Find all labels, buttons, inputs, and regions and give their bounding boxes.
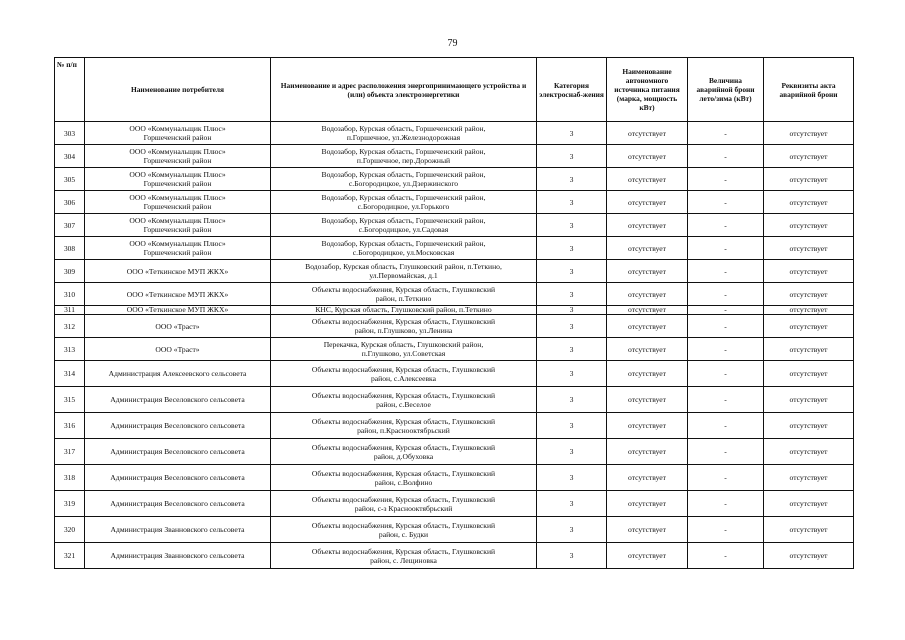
object-address-line: Объекты водоснабжения, Курская область, Глушковский — [311, 416, 496, 426]
consumer-name-line: ООО «Траст» — [155, 344, 200, 354]
table-row — [55, 237, 854, 260]
autonomous-source: отсутствует — [607, 260, 688, 283]
object-address-line: с.Богородицкое, ул.Дзержинского — [348, 179, 459, 188]
object-address-line: п.Горшечное, ул.Железнодорожная — [346, 133, 461, 142]
reserve-act: отсутствует — [764, 439, 854, 465]
supply-category: 3 — [537, 315, 607, 338]
object-address-line: район, с. Будки — [378, 529, 429, 539]
row-number: 307 — [55, 214, 85, 237]
object-address-line: район, д.Обуховка — [373, 451, 434, 461]
supply-category: 3 — [537, 517, 607, 543]
reserve-act: отсутствует — [764, 517, 854, 543]
object-address-line: Объекты водоснабжения, Курская область, Глушковский — [311, 364, 496, 374]
object-address-line: район, п.Глушково, ул.Ленина — [354, 326, 453, 335]
object-address-line: Объекты водоснабжения, Курская область, Глушковский — [311, 520, 496, 530]
object-address-line: район, с. Лещиновка — [370, 555, 437, 565]
reserve-act: отсутствует — [764, 283, 854, 306]
object-address-line: район, с.Волфино — [374, 477, 433, 487]
supply-category: 3 — [537, 191, 607, 214]
object-address — [271, 361, 537, 387]
supply-category: 3 — [537, 237, 607, 260]
reserve-act: отсутствует — [764, 491, 854, 517]
supply-category: 3 — [537, 122, 607, 145]
object-address — [271, 315, 537, 338]
reserve-act: отсутствует — [764, 315, 854, 338]
row-number: 315 — [55, 387, 85, 413]
row-number: 304 — [55, 145, 85, 168]
object-address-line: Объекты водоснабжения, Курская область, Глушковский — [311, 442, 496, 452]
supply-category: 3 — [537, 465, 607, 491]
consumer-name-line: ООО «Коммунальщик Плюс» — [129, 170, 226, 179]
row-number: 308 — [55, 237, 85, 260]
consumer-name-line: Горшеченский район — [143, 225, 212, 234]
table-row — [55, 465, 854, 491]
consumer-name — [85, 283, 271, 306]
table-row — [55, 122, 854, 145]
consumer-name — [85, 214, 271, 237]
consumer-name-line: Горшеченский район — [143, 156, 212, 165]
reserve-act: отсутствует — [764, 543, 854, 569]
object-address-line: ул.Первомайская, д.1 — [369, 271, 438, 280]
row-number: 320 — [55, 517, 85, 543]
consumer-name-line: Горшеченский район — [143, 133, 212, 142]
consumer-name-line: ООО «Теткинское МУП ЖКХ» — [126, 305, 229, 314]
object-address-line: Перекачка, Курская область, Глушковский район, — [323, 340, 484, 349]
table-row — [55, 361, 854, 387]
supply-category: 3 — [537, 168, 607, 191]
object-address — [271, 338, 537, 361]
header-act: Реквизиты акта аварийной брони — [764, 58, 854, 122]
object-address-line: Водозабор, Курская область, Глушковский район, п.Теткино, — [305, 262, 502, 271]
table-row — [55, 413, 854, 439]
consumer-name-line: ООО «Теткинское МУП ЖКХ» — [126, 266, 229, 276]
emergency-reserve: - — [688, 237, 764, 260]
emergency-reserve: - — [688, 315, 764, 338]
supply-category: 3 — [537, 413, 607, 439]
page-number: 79 — [447, 38, 458, 49]
consumer-name-line: ООО «Коммунальщик Плюс» — [129, 216, 226, 225]
emergency-reserve: - — [688, 338, 764, 361]
consumer-name — [85, 145, 271, 168]
autonomous-source: отсутствует — [607, 168, 688, 191]
row-number: 321 — [55, 543, 85, 569]
supply-category: 3 — [537, 214, 607, 237]
table-row — [55, 517, 854, 543]
object-address-line: Водозабор, Курская область, Горшеченский район, — [321, 147, 486, 156]
autonomous-source: отсутствует — [607, 283, 688, 306]
autonomous-source: отсутствует — [607, 543, 688, 569]
autonomous-source: отсутствует — [607, 517, 688, 543]
object-address-line: район, с.Алексеевка — [370, 373, 437, 383]
emergency-reserve: - — [688, 306, 764, 315]
emergency-reserve: - — [688, 543, 764, 569]
object-address-line: п.Глушково, ул.Советская — [361, 349, 446, 358]
object-address — [271, 237, 537, 260]
table-row — [55, 543, 854, 569]
table-header-row — [55, 58, 854, 122]
consumer-name-line: Администрация Веселовского сельсовета — [110, 421, 245, 430]
autonomous-source: отсутствует — [607, 306, 688, 315]
autonomous-source: отсутствует — [607, 361, 688, 387]
object-address — [271, 283, 537, 306]
header-reserve: Величина аварийной брони лето/зима (кВт) — [688, 58, 764, 122]
object-address-line: Водозабор, Курская область, Горшеченский район, — [321, 239, 486, 248]
supply-category: 3 — [537, 361, 607, 387]
object-address-line: Водозабор, Курская область, Горшеченский район, — [321, 193, 486, 202]
object-address-line: Объекты водоснабжения, Курская область, Глушковский — [311, 390, 496, 400]
reserve-act: отсутствует — [764, 338, 854, 361]
reserve-act: отсутствует — [764, 145, 854, 168]
table-row — [55, 387, 854, 413]
table-row — [55, 315, 854, 338]
object-address — [271, 465, 537, 491]
object-address-line: Водозабор, Курская область, Горшеченский район, — [321, 216, 486, 225]
supply-category: 3 — [537, 491, 607, 517]
object-address-line: КНС, Курская область, Глушковский район, п.Теткино — [315, 305, 492, 314]
consumer-name-line: Горшеченский район — [143, 202, 212, 211]
emergency-reserve: - — [688, 491, 764, 517]
table-row — [55, 260, 854, 283]
row-number: 303 — [55, 122, 85, 145]
consumer-name-line: ООО «Коммунальщик Плюс» — [129, 124, 226, 133]
consumer-name — [85, 168, 271, 191]
consumer-name-line: Администрация Званновского сельсовета — [110, 551, 245, 560]
object-address-line: район, п.Краснооктябрьский — [357, 425, 450, 435]
emergency-reserve: - — [688, 260, 764, 283]
object-address-line: Водозабор, Курская область, Горшеченский район, — [321, 170, 486, 179]
header-source: Наименование автономного источника питания (марка, мощность кВт) — [607, 58, 688, 122]
object-address-line: район, п.Теткино — [375, 294, 432, 303]
consumer-name — [85, 491, 271, 517]
row-number: 306 — [55, 191, 85, 214]
object-address — [271, 491, 537, 517]
object-address — [271, 387, 537, 413]
object-address-line: п.Горшечное, пер.Дорожный — [356, 156, 451, 165]
reserve-act: отсутствует — [764, 122, 854, 145]
consumer-name — [85, 387, 271, 413]
autonomous-source: отсутствует — [607, 439, 688, 465]
table-body — [55, 122, 854, 569]
reserve-act: отсутствует — [764, 191, 854, 214]
emergency-reserve: - — [688, 283, 764, 306]
reserve-act: отсутствует — [764, 413, 854, 439]
header-consumer: Наименование потребителя — [85, 58, 271, 122]
consumer-name-line: Горшеченский район — [143, 248, 212, 257]
consumer-name — [85, 465, 271, 491]
table-row — [55, 283, 854, 306]
row-number: 311 — [55, 306, 85, 315]
autonomous-source: отсутствует — [607, 191, 688, 214]
table-row — [55, 439, 854, 465]
consumer-name-line: ООО «Коммунальщик Плюс» — [129, 239, 226, 248]
emergency-reserve: - — [688, 413, 764, 439]
consumer-name — [85, 306, 271, 315]
object-address-line: Объекты водоснабжения, Курская область, Глушковский — [311, 285, 496, 294]
reserve-act: отсутствует — [764, 361, 854, 387]
table-row — [55, 338, 854, 361]
object-address-line: Объекты водоснабжения, Курская область, Глушковский — [311, 494, 496, 504]
consumer-name — [85, 361, 271, 387]
object-address-line: Водозабор, Курская область, Горшеченский район, — [321, 124, 486, 133]
consumer-name — [85, 413, 271, 439]
consumer-name-line: Горшеченский район — [143, 179, 212, 188]
header-category: Категория электроснаб-жения — [537, 58, 607, 122]
row-number: 313 — [55, 338, 85, 361]
row-number: 305 — [55, 168, 85, 191]
emergency-reserve: - — [688, 145, 764, 168]
reserve-act: отсутствует — [764, 465, 854, 491]
object-address-line: Объекты водоснабжения, Курская область, Глушковский — [311, 468, 496, 478]
reserve-act: отсутствует — [764, 387, 854, 413]
consumer-registry-table — [54, 57, 854, 569]
autonomous-source: отсутствует — [607, 413, 688, 439]
object-address — [271, 260, 537, 283]
consumer-name-line: ООО «Теткинское МУП ЖКХ» — [126, 289, 229, 299]
autonomous-source: отсутствует — [607, 491, 688, 517]
object-address-line: Объекты водоснабжения, Курская область, Глушковский — [311, 546, 496, 556]
consumer-name — [85, 260, 271, 283]
emergency-reserve: - — [688, 387, 764, 413]
autonomous-source: отсутствует — [607, 237, 688, 260]
object-address — [271, 306, 537, 315]
object-address — [271, 439, 537, 465]
emergency-reserve: - — [688, 361, 764, 387]
consumer-name-line: ООО «Коммунальщик Плюс» — [129, 147, 226, 156]
consumer-name-line: Администрация Веселовского сельсовета — [110, 395, 245, 404]
consumer-name — [85, 439, 271, 465]
reserve-act: отсутствует — [764, 237, 854, 260]
object-address — [271, 168, 537, 191]
consumer-name-line: Администрация Веселовского сельсовета — [110, 447, 245, 456]
row-number: 310 — [55, 283, 85, 306]
table-row — [55, 191, 854, 214]
object-address-line: с.Богородицкое, ул.Садовая — [358, 225, 449, 234]
consumer-name-line: Администрация Веселовского сельсовета — [110, 473, 245, 482]
row-number: 319 — [55, 491, 85, 517]
table-row — [55, 145, 854, 168]
emergency-reserve: - — [688, 465, 764, 491]
autonomous-source: отсутствует — [607, 387, 688, 413]
consumer-name-line: ООО «Коммунальщик Плюс» — [129, 193, 226, 202]
row-number: 316 — [55, 413, 85, 439]
object-address-line: район, с.Веселое — [376, 399, 431, 409]
row-number: 312 — [55, 315, 85, 338]
object-address-line: с.Богородицкое, ул.Горького — [357, 202, 450, 211]
autonomous-source: отсутствует — [607, 338, 688, 361]
reserve-act: отсутствует — [764, 168, 854, 191]
object-address — [271, 191, 537, 214]
supply-category: 3 — [537, 543, 607, 569]
reserve-act: отсутствует — [764, 260, 854, 283]
consumer-name-line: Администрация Веселовского сельсовета — [110, 499, 245, 508]
object-address — [271, 145, 537, 168]
autonomous-source: отсутствует — [607, 465, 688, 491]
table-row — [55, 491, 854, 517]
consumer-name-line: ООО «Траст» — [155, 321, 200, 331]
row-number: 314 — [55, 361, 85, 387]
emergency-reserve: - — [688, 191, 764, 214]
emergency-reserve: - — [688, 439, 764, 465]
autonomous-source: отсутствует — [607, 145, 688, 168]
reserve-act: отсутствует — [764, 306, 854, 315]
reserve-act: отсутствует — [764, 214, 854, 237]
supply-category: 3 — [537, 387, 607, 413]
consumer-name-line: Администрация Алексеевского сельсовета — [108, 369, 247, 378]
consumer-name — [85, 338, 271, 361]
autonomous-source: отсутствует — [607, 315, 688, 338]
supply-category: 3 — [537, 145, 607, 168]
object-address — [271, 543, 537, 569]
supply-category: 3 — [537, 439, 607, 465]
object-address — [271, 517, 537, 543]
supply-category: 3 — [537, 306, 607, 315]
autonomous-source: отсутствует — [607, 122, 688, 145]
object-address-line: район, с-з Краснооктябрьский — [354, 503, 453, 513]
object-address — [271, 214, 537, 237]
consumer-name — [85, 237, 271, 260]
supply-category: 3 — [537, 338, 607, 361]
object-address — [271, 122, 537, 145]
autonomous-source: отсутствует — [607, 214, 688, 237]
supply-category: 3 — [537, 283, 607, 306]
table-row — [55, 306, 854, 315]
consumer-name — [85, 517, 271, 543]
header-object: Наименование и адрес расположения энергопринимающего устройства и (или) объекта электроэнергетики — [271, 58, 537, 122]
consumer-name — [85, 191, 271, 214]
row-number: 318 — [55, 465, 85, 491]
header-num: № п/п — [55, 58, 85, 122]
object-address-line: Объекты водоснабжения, Курская область, Глушковский — [311, 317, 496, 326]
row-number: 317 — [55, 439, 85, 465]
supply-category: 3 — [537, 260, 607, 283]
object-address — [271, 413, 537, 439]
consumer-name — [85, 315, 271, 338]
object-address-line: с.Богородицкое, ул.Московская — [352, 248, 455, 257]
consumer-name — [85, 122, 271, 145]
emergency-reserve: - — [688, 168, 764, 191]
consumer-name-line: Администрация Званновского сельсовета — [110, 525, 245, 534]
row-number: 309 — [55, 260, 85, 283]
table-row — [55, 168, 854, 191]
emergency-reserve: - — [688, 122, 764, 145]
consumer-name — [85, 543, 271, 569]
emergency-reserve: - — [688, 214, 764, 237]
emergency-reserve: - — [688, 517, 764, 543]
table-row — [55, 214, 854, 237]
